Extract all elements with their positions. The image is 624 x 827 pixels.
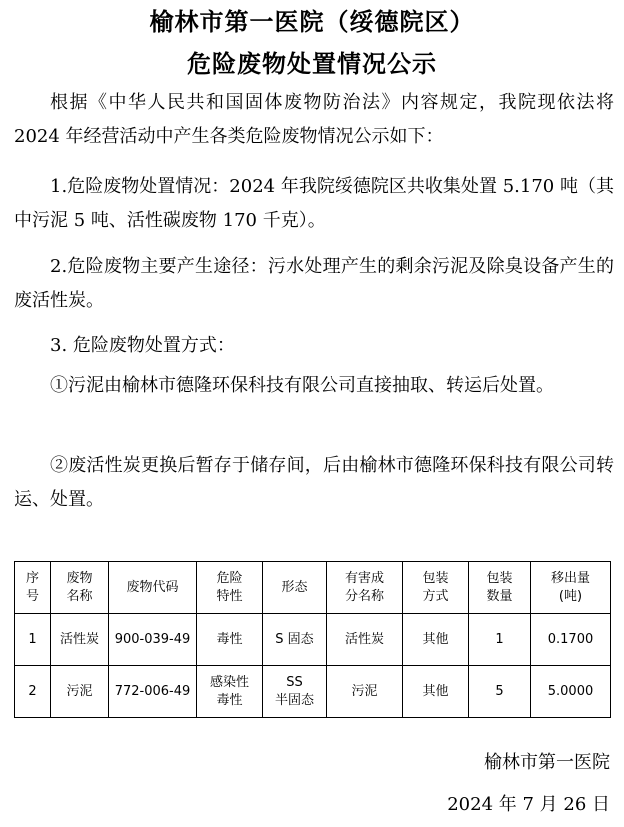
table-cell: 毒性: [197, 614, 263, 666]
table-cell: 其他: [403, 666, 469, 718]
signature-organization: 榆林市第一医院: [484, 752, 610, 773]
table-cell: 1: [469, 614, 531, 666]
table-cell: 1: [15, 614, 51, 666]
table-row: [15, 666, 611, 718]
header-cell: 移出量 (吨): [531, 562, 611, 614]
header-cell: 序 号: [15, 562, 51, 614]
document-subtitle: 危险废物处置情况公示: [187, 50, 437, 78]
table-cell: S 固态: [263, 614, 327, 666]
table-cell: 感染性 毒性: [197, 666, 263, 718]
intro-paragraph: 根据《中华人民共和国固体废物防治法》内容规定，我院现依法将 2024 年经营活动中产生各类危险废物情况公示如下：: [14, 92, 614, 147]
table-cell: 5.0000: [531, 666, 611, 718]
header-cell: 废物代码: [109, 562, 197, 614]
table-header-row: [15, 562, 611, 614]
header-cell: 有害成 分名称: [327, 562, 403, 614]
header-cell: 包装 数量: [469, 562, 531, 614]
table-row: [15, 614, 611, 666]
header-cell: 形态: [263, 562, 327, 614]
item-3-sub-1: ①污泥由榆林市德隆环保科技有限公司直接抽取、转运后处置。: [50, 375, 554, 396]
table-cell: 772-006-49: [109, 666, 197, 718]
table-cell: 污泥: [51, 666, 109, 718]
header-cell: 废物 名称: [51, 562, 109, 614]
table-cell: 2: [15, 666, 51, 718]
table-cell: SS 半固态: [263, 666, 327, 718]
table-cell: 污泥: [327, 666, 403, 718]
signature-date: 2024 年 7 月 26 日: [447, 794, 610, 815]
item-3-heading: 3. 危险废物处置方式：: [50, 335, 235, 356]
header-cell: 包装 方式: [403, 562, 469, 614]
table-cell: 0.1700: [531, 614, 611, 666]
table-cell: 5: [469, 666, 531, 718]
item-3-sub-2: ②废活性炭更换后暂存于储存间，后由榆林市德隆环保科技有限公司转运、处置。: [14, 455, 614, 510]
table-cell: 活性炭: [51, 614, 109, 666]
hazardous-waste-table: [14, 561, 611, 718]
item-2-paragraph: 2.危险废物主要产生途径：污水处理产生的剩余污泥及除臭设备产生的废活性炭。: [14, 256, 614, 311]
item-1-paragraph: 1.危险废物处置情况：2024 年我院绥德院区共收集处置 5.170 吨（其中污泥 5 吨、活性碳废物 170 千克）。: [14, 176, 614, 231]
table-cell: 其他: [403, 614, 469, 666]
table-cell: 活性炭: [327, 614, 403, 666]
header-cell: 危险 特性: [197, 562, 263, 614]
table-cell: 900-039-49: [109, 614, 197, 666]
document-title: 榆林市第一医院（绥德院区）: [149, 8, 475, 36]
